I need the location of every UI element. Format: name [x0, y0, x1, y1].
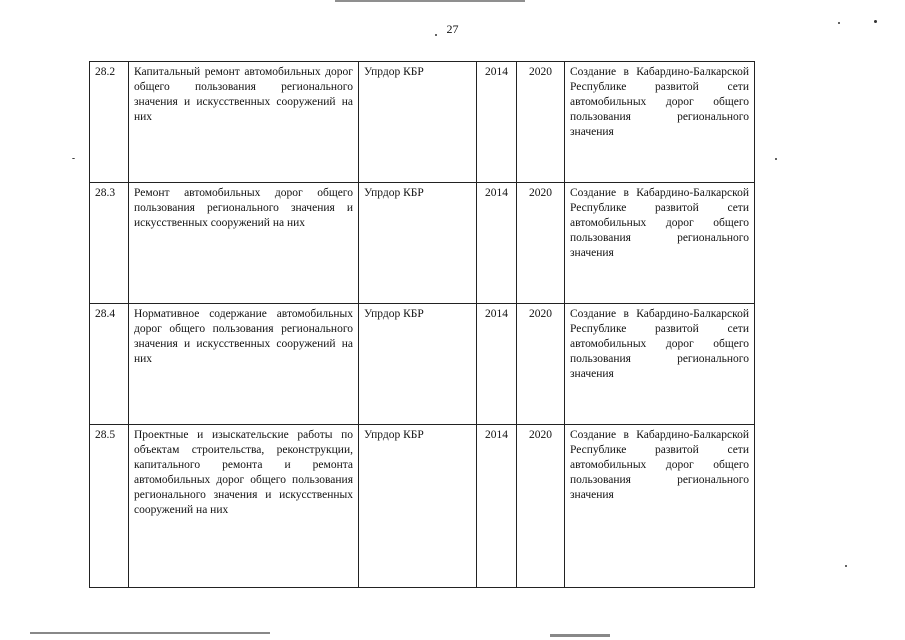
scan-speck: [72, 158, 75, 159]
end-year: 2020: [517, 183, 565, 304]
activity-description: Нормативное содержание автомобильных дорог общего пользования регионального значения и искусственных сооружений на них: [129, 304, 359, 425]
scan-artifact-bottom-right: [550, 634, 610, 637]
scan-artifact-top: [335, 0, 525, 2]
executor: Упрдор КБР: [359, 304, 477, 425]
executor: Упрдор КБР: [359, 62, 477, 183]
expected-result: Создание в Кабардино-Балкарской Республике развитой сети автомобильных дорог общего пользования регионального значения: [565, 183, 755, 304]
start-year: 2014: [477, 183, 517, 304]
table-row: [90, 62, 755, 183]
end-year: 2020: [517, 304, 565, 425]
expected-result: Создание в Кабардино-Балкарской Республике развитой сети автомобильных дорог общего пользования регионального значения: [565, 304, 755, 425]
executor: Упрдор КБР: [359, 183, 477, 304]
program-activities-table: [89, 61, 755, 588]
start-year: 2014: [477, 62, 517, 183]
item-number: 28.4: [90, 304, 129, 425]
end-year: 2020: [517, 62, 565, 183]
scan-speck: [775, 158, 777, 160]
activity-description: Ремонт автомобильных дорог общего пользования регионального значения и искусственных сооружений на них: [129, 183, 359, 304]
scan-artifact-bottom-left: [30, 632, 270, 634]
item-number: 28.5: [90, 425, 129, 588]
activity-description: Капитальный ремонт автомобильных дорог общего пользования регионального значения и искусственных сооружений на них: [129, 62, 359, 183]
table-row: [90, 425, 755, 588]
executor: Упрдор КБР: [359, 425, 477, 588]
item-number: 28.2: [90, 62, 129, 183]
page-number: 27: [446, 22, 459, 36]
expected-result: Создание в Кабардино-Балкарской Республике развитой сети автомобильных дорог общего пользования регионального значения: [565, 62, 755, 183]
expected-result: Создание в Кабардино-Балкарской Республике развитой сети автомобильных дорог общего пользования регионального значения: [565, 425, 755, 588]
activity-description: Проектные и изыскательские работы по объектам строительства, реконструкции, капитального ремонта и ремонта автомобильных дорог общего пользования регионального значения и искусственных сооружений на них: [129, 425, 359, 588]
scan-speck: [845, 565, 847, 567]
item-number: 28.3: [90, 183, 129, 304]
end-year: 2020: [517, 425, 565, 588]
table-row: [90, 304, 755, 425]
start-year: 2014: [477, 304, 517, 425]
table-row: [90, 183, 755, 304]
start-year: 2014: [477, 425, 517, 588]
